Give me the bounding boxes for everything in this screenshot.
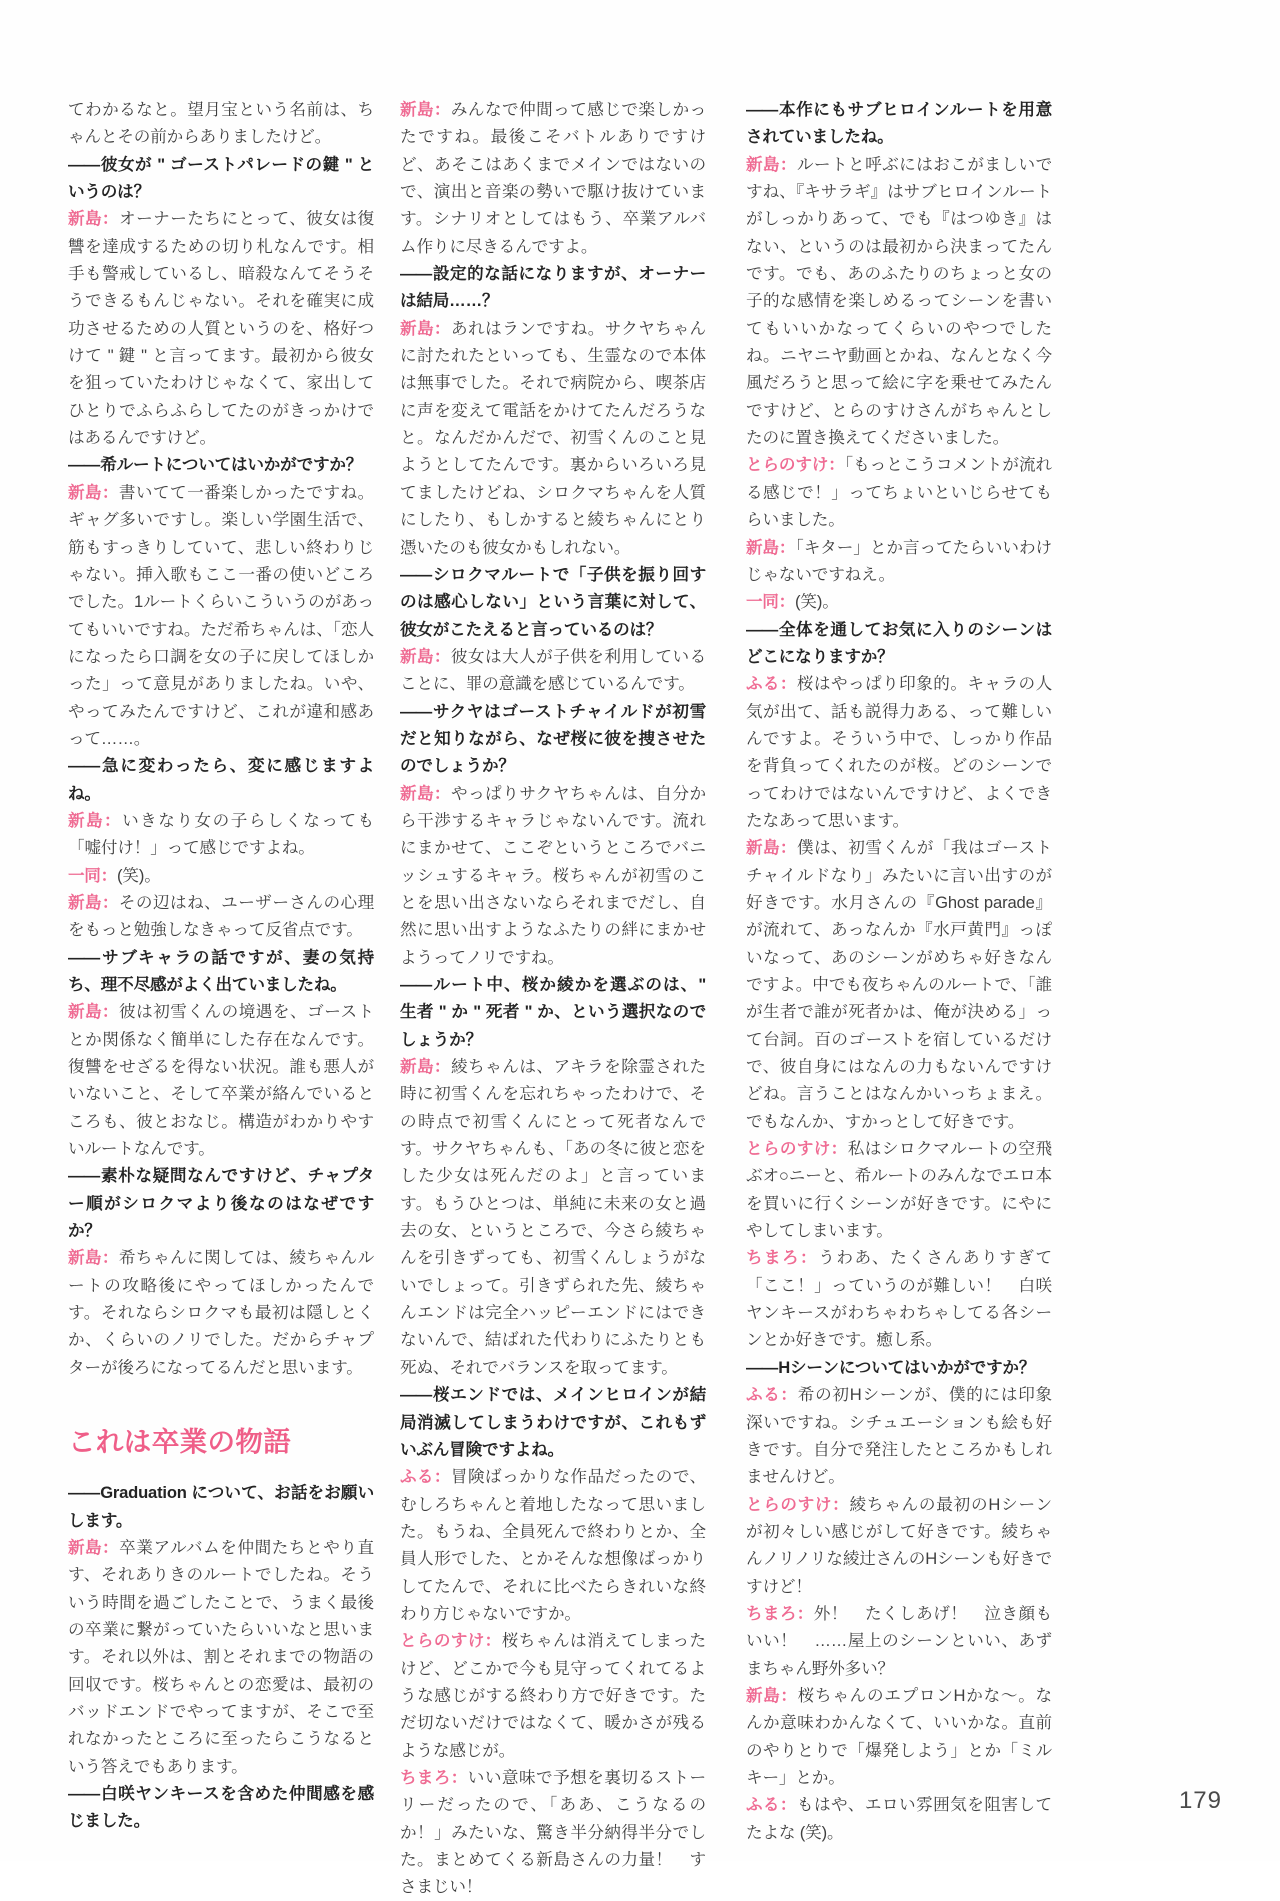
- speaker-colon: ：: [828, 455, 845, 475]
- interviewer-question: [400, 561, 706, 643]
- speech-paragraph: [746, 588, 1052, 615]
- question-text: サブキャラの話ですが、妻の気持ち、理不尽感がよく出ていましたね。: [68, 947, 374, 994]
- speaker-colon: ：: [832, 1494, 850, 1514]
- speaker-label: ちまろ: [746, 1603, 797, 1623]
- speech-paragraph: [746, 1682, 1052, 1791]
- em-dash-marker: ——: [400, 1385, 432, 1405]
- speech-paragraph: [746, 1491, 1052, 1600]
- speech-text: 「もっとこうコメントが流れる感じで！」ってちょいといじらせてもらいました。: [746, 455, 1053, 530]
- speaker-colon: ：: [101, 892, 119, 912]
- speaker-colon: ：: [433, 1057, 451, 1077]
- speech-paragraph: [68, 1534, 374, 1780]
- speech-text: 書いてて一番楽しかったですね。ギャグ多いですし。楽しい学園生活で、筋もすっきりしていて、悲しい終わりじゃない。挿入歌もここ一番の使いどころでした。1ルートくらいこういうのがあってもいいですね。ただ希ちゃんは、「恋人になったら口調を女の子に戻してほしかった」って意見がありましたね。いや、やってみたんですけど、これが違和感あって……。: [68, 482, 375, 748]
- question-text: 本作にもサブヒロインルートを用意されていましたね。: [746, 100, 1052, 147]
- em-dash-marker: ——: [68, 455, 100, 475]
- em-dash-marker: ——: [68, 1483, 100, 1503]
- speaker-colon: ：: [778, 537, 796, 557]
- page-number: 179: [1178, 1787, 1222, 1814]
- question-text: 設定的な話になりますが、オーナーは結局……？: [400, 264, 706, 311]
- em-dash-marker: ——: [68, 1783, 100, 1803]
- speech-paragraph: [400, 1463, 706, 1627]
- speech-text: 冒険ばっかりな作品だったので、むしろちゃんと着地したなって思いました。もうね、全員死んで終わりとか、全員人形でした、とかそんな想像ばっかりしてたんで、それに比べたらきれいな終わり方じゃないですか。: [400, 1467, 706, 1623]
- speech-paragraph: [400, 315, 706, 561]
- column-2: [400, 96, 707, 1897]
- speech-paragraph: [400, 643, 706, 698]
- speech-text: いきなり女の子らしくなっても「嘘付け！」って感じですよね。: [68, 810, 374, 858]
- speech-text: もはや、エロい雰囲気を阻害してたよな (笑)。: [746, 1795, 1052, 1842]
- speaker-colon: ：: [830, 1139, 848, 1159]
- speaker-label: 新島: [400, 318, 434, 338]
- speech-paragraph: [400, 1627, 706, 1764]
- interviewer-question: [68, 1162, 374, 1244]
- question-text: Hシーンについてはいかがですか？: [778, 1357, 1036, 1377]
- question-text: 全体を通してお気に入りのシーンはどこになりますか？: [746, 619, 1052, 666]
- speaker-label: 新島: [400, 1057, 434, 1077]
- em-dash-marker: ——: [68, 947, 100, 967]
- interviewer-question: [68, 752, 374, 807]
- speech-text: 希ちゃんに関しては、綾ちゃんルートの攻略後にやってほしかったんです。それならシロクマも最初は隠しとくか、くらいのノリでした。だからチャプターが後ろになってるんだと思います。: [68, 1248, 375, 1377]
- speech-text: その辺はね、ユーザーさんの心理をもっと勉強しなきゃって反省点です。: [68, 892, 375, 940]
- question-text: ルート中、桜か綾かを選ぶのは、" 生者 " か " 死者 " か、という選択なのでしょうか？: [400, 975, 706, 1049]
- speech-paragraph: [746, 151, 1052, 452]
- question-text: 白咲ヤンキースを含めた仲間感を感じました。: [68, 1783, 374, 1831]
- speech-text: 桜はやっぱり印象的。キャラの人気が出て、話も説得力ある、って難しいんですよ。そういう中で、しっかり作品を背負ってくれたのが桜。どのシーンでってわけではないんですけど、よくできたなあって思います。: [746, 674, 1053, 830]
- speech-text: みんなで仲間って感じで楽しかったですね。最後こそバトルありですけど、あそこはあくまでメインではないので、演出と音楽の勢いで駆け抜けています。シナリオとしてはもう、卒業アルバム作りに尽きるんですよ。: [400, 100, 707, 256]
- speaker-colon: ：: [103, 810, 123, 830]
- speaker-colon: ：: [796, 1603, 814, 1623]
- speech-paragraph: [746, 534, 1052, 589]
- interviewer-question: [400, 1381, 706, 1463]
- speech-paragraph: [68, 807, 374, 862]
- speech-text: 「キター」とか言ってたらいいわけじゃないですねえ。: [746, 537, 1052, 584]
- speaker-colon: ：: [780, 1685, 798, 1705]
- speaker-label: 一同: [746, 592, 779, 612]
- speaker-colon: ：: [102, 1537, 120, 1557]
- question-text: 急に変わったら、変に感じますよね。: [68, 756, 374, 803]
- speech-paragraph: [400, 780, 706, 971]
- speaker-label: 新島: [746, 154, 780, 174]
- interviewer-question: [68, 944, 374, 999]
- em-dash-marker: ——: [68, 756, 100, 776]
- column-1: [68, 96, 375, 1831]
- speaker-label: 新島: [400, 783, 434, 803]
- speaker-label: 新島: [746, 838, 780, 858]
- speaker-colon: ：: [779, 674, 797, 694]
- question-text: シロクマルートで「子供を振り回すのは感心しない」という言葉に対して、彼女がこたえると言っているのは？: [400, 564, 706, 639]
- em-dash-marker: ——: [68, 1166, 100, 1186]
- question-text: 桜エンドでは、メインヒロインが結局消滅してしまうわけですが、これもずいぶん冒険ですよね。: [400, 1385, 706, 1459]
- speech-text: やっぱりサクヤちゃんは、自分から干渉するキャラじゃないんです。流れにまかせて、ここぞというところでバニッシュするキャラ。桜ちゃんが初雪のことを思い出さないならそれまでだし、自然に思い出すようなふたりの絆にまかせようってノリですね。: [400, 783, 706, 967]
- speaker-colon: ：: [780, 1385, 798, 1405]
- speaker-label: 新島: [400, 646, 434, 666]
- speaker-label: 新島: [746, 1685, 781, 1705]
- speech-text: 桜ちゃんは消えてしまったけど、どこかで今も見守ってくれてるような感じがする終わり方で好きです。ただ切ないだけではなくて、暖かさが残るような感じが。: [400, 1631, 706, 1760]
- speech-paragraph: [68, 205, 374, 451]
- speaker-label: 新島: [746, 537, 779, 557]
- speech-text: 彼は初雪くんの境遇を、ゴーストとか関係なく簡単にした存在なんです。復讐をせざるを得ない状況。誰も悪人がいないこと、そして卒業が絡んでいるところも、彼とおなじ。構造がわかりやすいルートなんです。: [68, 1002, 375, 1159]
- interviewer-question: [400, 698, 706, 780]
- speech-paragraph: [400, 1053, 706, 1381]
- speaker-label: 新島: [68, 1248, 102, 1268]
- speaker-colon: ：: [433, 783, 451, 803]
- speaker-label: とらのすけ: [400, 1631, 485, 1651]
- question-text: 素朴な疑問なんですけど、チャプター順がシロクマより後なのはなぜですか？: [68, 1166, 374, 1241]
- speaker-label: 新島: [68, 810, 104, 830]
- column-3: [746, 96, 1053, 1842]
- speech-paragraph: [746, 1600, 1052, 1682]
- speech-text: (笑)。: [117, 865, 161, 885]
- em-dash-marker: ——: [400, 975, 432, 994]
- speech-paragraph: [746, 1244, 1052, 1353]
- speaker-colon: ：: [778, 592, 796, 612]
- speech-text: うわあ、たくさんありすぎて「ここ！」っていうのが難しい！ 白咲ヤンキースがわちゃわちゃしてる各シーンとか好きです。癒し系。: [746, 1248, 1052, 1350]
- speaker-colon: ：: [433, 318, 451, 338]
- speech-text: 綾ちゃんの最初のHシーンが初々しい感じがして好きです。綾ちゃんノリノリな綾辻さんのHシーンも好きですけど！: [746, 1494, 1053, 1596]
- interviewer-question: [68, 1479, 374, 1534]
- speech-paragraph: [68, 862, 374, 889]
- speaker-label: ちまろ: [400, 1767, 451, 1787]
- speech-text: 卒業アルバムを仲間たちとやり直す、それありきのルートでしたね。そういう時間を過ごしたことで、うまく最後の卒業に繋がっていたらいいなと思います。それ以外は、割とそれまでの物語の回収です。桜ちゃんとの恋愛は、最初のバッドエンドでやってますが、そこで至れなかったところに至ったらこうなるという答えでもあります。: [68, 1537, 374, 1776]
- speech-paragraph: [746, 1791, 1052, 1846]
- em-dash-marker: ——: [746, 100, 778, 119]
- speaker-colon: ：: [450, 1767, 468, 1787]
- speech-text: 私はシロクマルートの空飛ぶオ○ニーと、希ルートのみんなでエロ本を買いに行くシーンが好きです。にやにやしてしまいます。: [746, 1139, 1052, 1241]
- speech-text: ルートと呼ぶにはおこがましいですね、『キサラギ』はサブヒロインルートがしっかりあって、でも『はつゆき』はない、というのは最初から決まってたんです。でも、あのふたりのちょっと女の子的な感情を楽しめるってシーンを書いてもいいかなってくらいのやつでしたね。ニヤニヤ動画とかね、なんとなく今風だろうと思って絵に字を乗せてみたんですけど、とらのすけさんがちゃんとしたのに置き換えてくださいました。: [746, 154, 1053, 448]
- em-dash-marker: ——: [68, 154, 100, 174]
- interviewer-question: [746, 1354, 1052, 1381]
- question-text: Graduation について、お話をお願いします。: [68, 1483, 374, 1530]
- question-text: 希ルートについてはいかがですか？: [100, 455, 363, 475]
- interviewer-question: [68, 151, 374, 206]
- speaker-label: 新島: [400, 100, 434, 119]
- speaker-label: 新島: [68, 209, 102, 229]
- speaker-colon: ：: [779, 1795, 797, 1815]
- speaker-colon: ：: [101, 1002, 120, 1022]
- interviewer-question: [746, 616, 1052, 671]
- section-heading: これは卒業の物語: [68, 1426, 292, 1458]
- speaker-colon: ：: [779, 154, 797, 174]
- speech-paragraph: [400, 1764, 706, 1901]
- speaker-label: ふる: [746, 1385, 781, 1405]
- speech-paragraph: [68, 1244, 374, 1381]
- speaker-label: とらのすけ: [746, 455, 829, 475]
- interviewer-question: [400, 971, 706, 1053]
- interviewer-question: [746, 96, 1052, 151]
- speaker-label: 新島: [68, 1002, 102, 1022]
- speech-text: オーナーたちにとって、彼女は復讐を達成するための切り札なんです。相手も警戒しているし、暗殺なんてそうそうできるもんじゃない。それを確実に成功させるための人質というのを、格好つけて " 鍵 " と言ってます。最初から彼女を狙っていたわけじゃなくて、家出してひとりでふらふらしてたのがきっかけではあるんですけど。: [68, 209, 374, 448]
- speech-paragraph: [746, 834, 1052, 1135]
- speaker-colon: ：: [433, 100, 451, 119]
- speech-paragraph: [746, 670, 1052, 834]
- em-dash-marker: ——: [746, 1357, 778, 1377]
- speaker-label: ちまろ: [746, 1248, 801, 1268]
- speaker-label: ふる: [746, 674, 780, 694]
- speaker-colon: ：: [101, 209, 119, 229]
- speech-text: 外！ たくしあげ！ 泣き顔もいい！ ……屋上のシーンといい、あずまちゃん野外多い？: [746, 1603, 1052, 1678]
- em-dash-marker: ——: [400, 701, 432, 721]
- speaker-colon: ：: [433, 646, 451, 666]
- speaker-label: ふる: [746, 1795, 780, 1815]
- speech-paragraph: [68, 998, 374, 1162]
- speaker-colon: ：: [484, 1631, 502, 1651]
- speech-text: 希の初Hシーンが、僕的には印象深いですね。シチュエーションも絵も好きです。自分で発注したところかもしれませんけど。: [746, 1385, 1052, 1487]
- speaker-label: 新島: [68, 892, 102, 912]
- question-text: 彼女が " ゴーストパレードの鍵 " というのは？: [68, 154, 374, 202]
- speaker-colon: ：: [779, 838, 798, 858]
- speech-text: 僕は、初雪くんが「我はゴーストチャイルドなり」みたいに言い出すのが好きです。水月さんの『Ghost parade』が流れて、あっなんか『水戸黄門』っぽいなって、あのシーンがめちゃ好きなんですよ。中でも夜ちゃんのルートで、「誰が生者で誰が死者かは、俺が決める」って台詞。百のゴーストを宿しているだけで、彼自身にはなんの力もないんですけどね。言うことはなんかいっちょまえ。でもなんか、すかっとして好きです。: [746, 838, 1053, 1131]
- speech-text: あれはランですね。サクヤちゃんに討たれたといっても、生霊なので本体は無事でした。それで病院から、喫茶店に声を変えて電話をかけてたんだろうなと。なんだかんだで、初雪くんのこと見ようとしてたんです。裏からいろいろ見てましたけどね、シロクマちゃんを人質にしたり、もしかすると綾ちゃんにとり憑いたのも彼女かもしれない。: [400, 318, 706, 557]
- speaker-colon: ：: [101, 1248, 119, 1268]
- speaker-label: 新島: [68, 482, 102, 502]
- speech-paragraph: [68, 889, 374, 944]
- speaker-colon: ：: [433, 1467, 451, 1487]
- speech-paragraph: [746, 451, 1052, 533]
- question-text: サクヤはゴーストチャイルドが初雪だと知りながら、なぜ桜に彼を捜させたのでしょうか？: [400, 701, 706, 776]
- speaker-label: 新島: [68, 1537, 103, 1557]
- speech-text: いい意味で予想を裏切るストーリーだったので、「ああ、こうなるのか！」みたいな、驚き半分納得半分でした。まとめてくる新島さんの力量！ すさまじい！: [400, 1767, 706, 1897]
- speaker-label: 一同: [68, 865, 101, 885]
- speaker-label: ふる: [400, 1467, 434, 1487]
- speech-text: 彼女は大人が子供を利用していることに、罪の意識を感じているんです。: [400, 646, 707, 694]
- body-paragraph: てわかるなと。望月宝という名前は、ちゃんとその前からありましたけど。: [68, 100, 374, 147]
- em-dash-marker: ——: [746, 619, 778, 639]
- em-dash-marker: ——: [400, 564, 432, 584]
- speaker-label: とらのすけ: [746, 1494, 833, 1514]
- speaker-label: とらのすけ: [746, 1139, 831, 1159]
- speech-paragraph: [400, 96, 706, 260]
- speech-text: (笑)。: [795, 592, 839, 612]
- interviewer-question: [68, 451, 374, 478]
- speech-paragraph: [746, 1135, 1052, 1244]
- speech-text: 桜ちゃんのエプロンHかな〜。なんか意味わかんなくて、いいかな。直前のやりとりで「爆発しよう」とか「ミルキー」とか。: [746, 1685, 1052, 1787]
- em-dash-marker: ——: [400, 264, 432, 284]
- interviewer-question: [68, 1780, 374, 1835]
- interviewer-question: [400, 260, 706, 315]
- speech-text: 綾ちゃんは、アキラを除霊された時に初雪くんを忘れちゃったわけで、その時点で初雪くんにとって死者なんです。サクヤちゃんも、「あの冬に彼と恋をした少女は死んだのよ」と言っています。もうひとつは、単純に未来の女と過去の女、というところで、今さら綾ちゃんを引きずっても、初雪くんしょうがないでしょって。引きずられた先、綾ちゃんエンドは完全ハッピーエンドにはできないんで、結ばれた代わりにふたりとも死ぬ、それでバランスを取ってます。: [400, 1057, 706, 1377]
- speaker-colon: ：: [101, 482, 119, 502]
- speaker-colon: ：: [800, 1248, 819, 1268]
- speaker-colon: ：: [100, 865, 118, 885]
- speech-paragraph: [68, 479, 374, 752]
- speech-paragraph: [746, 1381, 1052, 1490]
